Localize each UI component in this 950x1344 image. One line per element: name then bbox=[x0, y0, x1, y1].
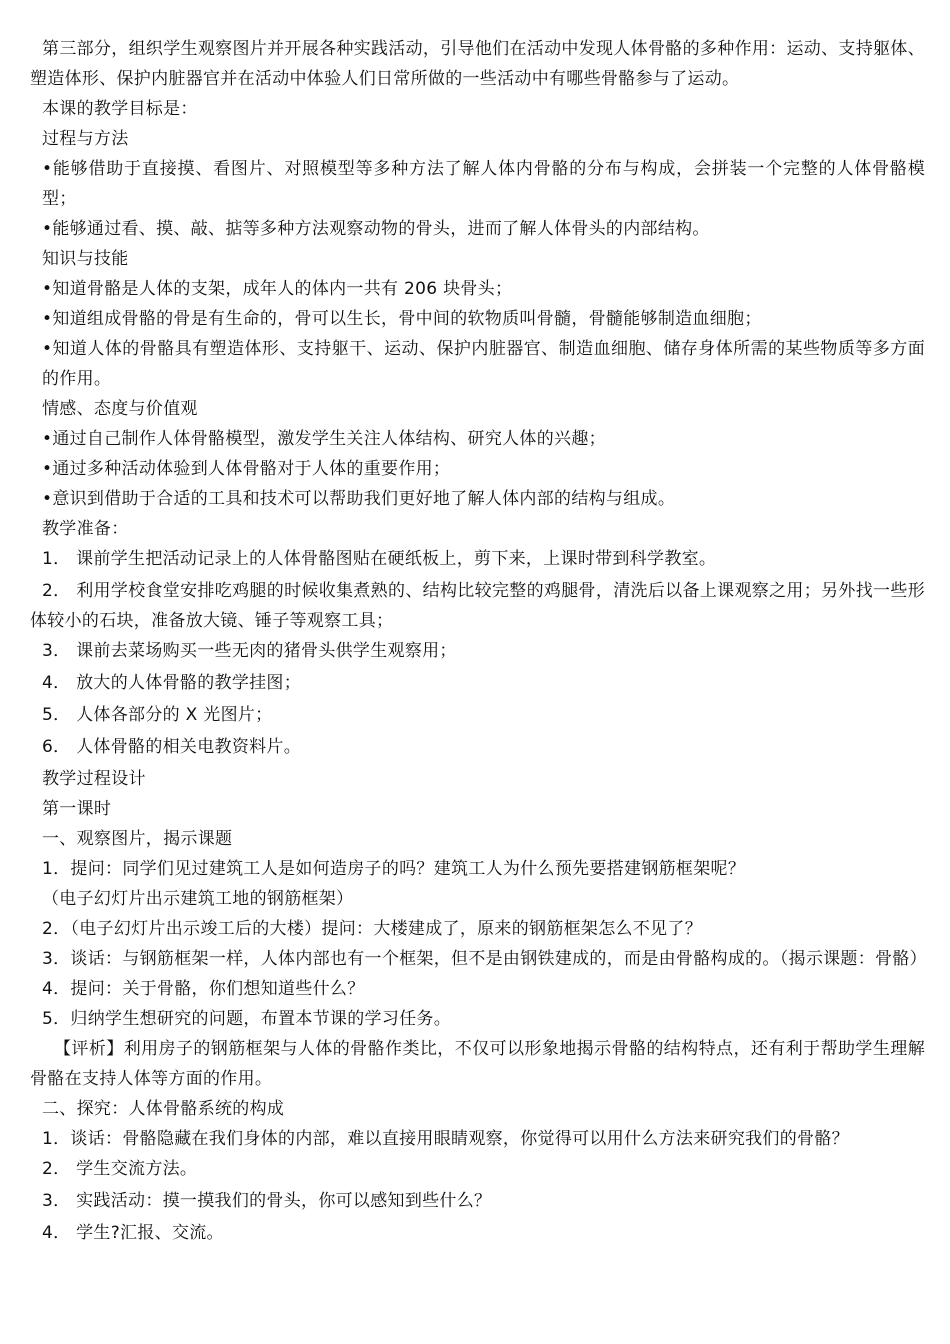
numbered-item: 5．归纳学生想研究的问题，布置本节课的学习任务。 bbox=[42, 1009, 452, 1029]
numbered-item: 4． 放大的人体骨骼的教学挂图； bbox=[42, 673, 302, 693]
slide-note: （电子幻灯片出示建筑工地的钢筋框架） bbox=[42, 889, 354, 909]
numbered-item: 4． 学生?汇报、交流。 bbox=[42, 1223, 224, 1243]
numbered-item: 1． 课前学生把活动记录上的人体骨骼图贴在硬纸板上，剪下来，上课时带到科学教室。 bbox=[42, 549, 717, 569]
heading-attitude-values: 情感、态度与价值观 bbox=[42, 399, 198, 419]
paragraph-part-three: 第三部分，组织学生观察图片并开展各种实践活动，引导他们在活动中发现人体骨骼的多种作用：运动、支持躯体、塑造体形、保护内脏器官并在活动中体验人们日常所做的一些活动中有哪些骨骼参与了运动。 bbox=[30, 39, 925, 89]
bullet-item: •知道骨骼是人体的支架，成年人的体内一共有 206 块骨头； bbox=[42, 279, 513, 299]
bullet-item: •意识到借助于合适的工具和技术可以帮助我们更好地了解人体内部的结构与组成。 bbox=[42, 489, 676, 509]
numbered-item: 6． 人体骨骼的相关电教资料片。 bbox=[42, 737, 302, 757]
bullet-item: •能够通过看、摸、敲、掂等多种方法观察动物的骨头，进而了解人体骨头的内部结构。 bbox=[42, 219, 710, 239]
numbered-item: 2． 利用学校食堂安排吃鸡腿的时候收集煮熟的、结构比较完整的鸡腿骨，清洗后以备上课观察之用；另外找一些形体较小的石块，准备放大镜、锤子等观察工具； bbox=[30, 581, 925, 631]
commentary-paragraph: 【评析】利用房子的钢筋框架与人体的骨骼作类比，不仅可以形象地揭示骨骼的结构特点，还有利于帮助学生理解骨骼在支持人体等方面的作用。 bbox=[30, 1039, 925, 1089]
section-heading-one: 一、观察图片，揭示课题 bbox=[42, 829, 233, 849]
section-heading-two: 二、探究：人体骨骼系统的构成 bbox=[42, 1099, 285, 1119]
document-page bbox=[30, 34, 925, 1248]
numbered-item: 5． 人体各部分的 X 光图片； bbox=[42, 705, 273, 725]
heading-preparation: 教学准备： bbox=[42, 519, 129, 539]
numbered-item: 1．谈话：骨骼隐藏在我们身体的内部，难以直接用眼睛观察，你觉得可以用什么方法来研究我们的骨骼？ bbox=[42, 1129, 849, 1149]
numbered-item: 4．提问：关于骨骼，你们想知道些什么？ bbox=[42, 979, 365, 999]
numbered-item: 2．（电子幻灯片出示竣工后的大楼）提问：大楼建成了，原来的钢筋框架怎么不见了？ bbox=[42, 919, 703, 939]
numbered-item: 3．谈话：与钢筋框架一样，人体内部也有一个框架，但不是由钢铁建成的，而是由骨骼构成的。（揭示课题：骨骼） bbox=[42, 949, 927, 969]
bullet-item: •能够借助于直接摸、看图片、对照模型等多种方法了解人体内骨骼的分布与构成，会拼装一个完整的人体骨骼模型； bbox=[42, 159, 925, 209]
numbered-item: 3． 实践活动：摸一摸我们的骨头，你可以感知到些什么？ bbox=[42, 1191, 492, 1211]
bullet-item: •知道组成骨骼的骨是有生命的，骨可以生长，骨中间的软物质叫骨髓，骨髓能够制造血细胞； bbox=[42, 309, 762, 329]
heading-knowledge-skills: 知识与技能 bbox=[42, 249, 129, 269]
bullet-item: •知道人体的骨骼具有塑造体形、支持躯干、运动、保护内脏器官、制造血细胞、储存身体所需的某些物质等多方面的作用。 bbox=[42, 339, 925, 389]
numbered-item: 3． 课前去菜场购买一些无肉的猪骨头供学生观察用； bbox=[42, 641, 457, 661]
bullet-item: •通过多种活动体验到人体骨骼对于人体的重要作用； bbox=[42, 459, 451, 479]
heading-first-lesson: 第一课时 bbox=[42, 799, 112, 819]
heading-teaching-goals: 本课的教学目标是： bbox=[42, 99, 198, 119]
heading-process-methods: 过程与方法 bbox=[42, 129, 129, 149]
numbered-item: 1．提问：同学们见过建筑工人是如何造房子的吗？建筑工人为什么预先要搭建钢筋框架呢？ bbox=[42, 859, 746, 879]
numbered-item: 2． 学生交流方法。 bbox=[42, 1159, 198, 1179]
heading-teaching-process: 教学过程设计 bbox=[42, 769, 146, 789]
bullet-item: •通过自己制作人体骨骼模型，激发学生关注人体结构、研究人体的兴趣； bbox=[42, 429, 606, 449]
